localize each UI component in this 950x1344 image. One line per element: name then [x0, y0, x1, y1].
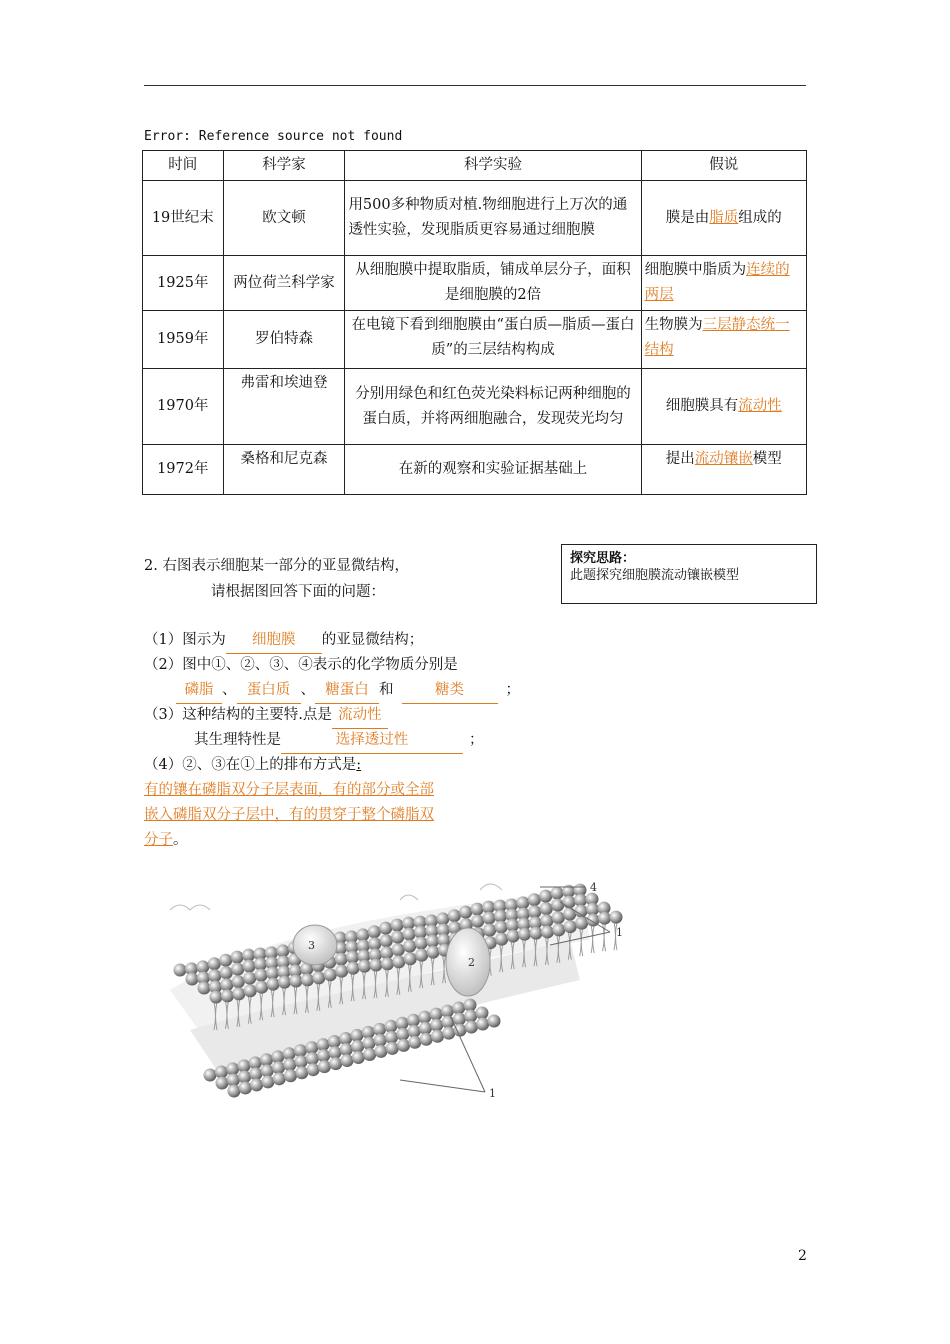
- q3b-answer: 选择透过性: [281, 728, 463, 754]
- lipid-head: [350, 1029, 363, 1042]
- q4-colon: :: [356, 757, 362, 773]
- lipid-head: [507, 930, 520, 943]
- cell-scientist: 罗伯特森: [223, 311, 345, 369]
- cell-experiment: 在新的观察和实验证据基础上: [345, 445, 641, 495]
- lipid-head: [267, 978, 280, 991]
- tip-title: 探究思路：: [570, 551, 636, 566]
- lipid-head: [312, 971, 325, 984]
- lipid-head: [380, 934, 393, 947]
- lipid-head: [610, 911, 623, 924]
- q3b-end: ；: [469, 732, 484, 748]
- lipid-head: [295, 1055, 308, 1068]
- history-table: [142, 150, 807, 495]
- lipid-head: [352, 1051, 365, 1064]
- lipid-head: [255, 981, 268, 994]
- lipid-head: [441, 1005, 454, 1018]
- lipid-head: [216, 1077, 229, 1090]
- lipid-head: [430, 1008, 443, 1021]
- lipid-head: [249, 1067, 262, 1080]
- lipid-head: [261, 1075, 274, 1088]
- cell-hypothesis: [641, 181, 806, 256]
- lipid-head: [260, 1053, 273, 1066]
- lipid-head: [231, 963, 244, 976]
- figure-label-4: 4: [590, 881, 597, 894]
- lipid-head: [564, 920, 577, 933]
- lipid-head: [351, 1040, 364, 1053]
- lipid-head: [232, 975, 245, 988]
- lipid-head: [442, 1027, 455, 1040]
- lipid-head: [329, 1057, 342, 1070]
- lipid-head: [243, 972, 256, 985]
- lipid-head: [283, 1047, 296, 1060]
- cell-experiment: 分别用绿色和红色荧光染料标记两种细胞的蛋白质，并将两细胞融合，发现荧光均匀: [345, 369, 641, 445]
- lipid-head: [448, 909, 461, 922]
- q2-end: ；: [505, 682, 520, 698]
- reference-error-text: Error: Reference source not found: [144, 129, 403, 144]
- lipid-head: [273, 1072, 286, 1085]
- lipid-head: [271, 1050, 284, 1063]
- lipid-head: [221, 989, 234, 1002]
- lipid-head: [471, 915, 484, 928]
- cell-time: 1959年: [143, 311, 224, 369]
- lipid-head: [339, 1032, 352, 1045]
- hyp-text: 组成的: [738, 209, 782, 226]
- lipid-head: [373, 1023, 386, 1036]
- lipid-head: [295, 1066, 308, 1079]
- table-row: [143, 256, 807, 311]
- lipid-head: [407, 1014, 420, 1027]
- lipid-head: [427, 946, 440, 959]
- lipid-head: [471, 903, 484, 916]
- q1-text-end: 的亚显微结构；: [321, 632, 424, 648]
- q4-end: 。: [173, 832, 188, 848]
- tip-body: 此题探究细胞膜流动镶嵌模型: [570, 568, 740, 583]
- question-2: （2）图中①、②、③、④表示的化学物质分别是: [144, 657, 458, 673]
- hyp-text: 细胞膜中脂质为: [644, 262, 747, 278]
- q2-answer-3: 糖蛋白: [315, 678, 379, 704]
- lipid-head: [340, 1043, 353, 1056]
- lipid-head: [495, 933, 508, 946]
- cell-time: 19世纪末: [143, 181, 224, 256]
- cell-scientist: 欧文顿: [223, 181, 345, 256]
- lipid-head: [198, 982, 211, 995]
- lipid-head: [272, 1061, 285, 1074]
- protein-3: [293, 925, 337, 965]
- cell-scientist: 两位荷兰科学家: [223, 256, 345, 311]
- cell-time: 1925年: [143, 256, 224, 311]
- lipid-head: [563, 896, 576, 909]
- lipid-head: [453, 1013, 466, 1026]
- lipid-head: [528, 893, 541, 906]
- lipid-head: [454, 1024, 467, 1037]
- lipid-head: [255, 969, 268, 982]
- cell-hypothesis: [641, 445, 806, 495]
- cell-hypothesis: [641, 311, 806, 369]
- lipid-head: [459, 906, 472, 919]
- lipid-head: [324, 968, 337, 981]
- hyp-answer: 流动性: [738, 398, 782, 414]
- lipid-head: [436, 912, 449, 925]
- hyp-answer: 连续的两层: [644, 262, 790, 303]
- lipid-head: [403, 940, 416, 953]
- question-4: [144, 753, 361, 778]
- lipid-head: [328, 1035, 341, 1048]
- lipid-head: [237, 1059, 250, 1072]
- lipid-head: [374, 1034, 387, 1047]
- lipid-head: [391, 919, 404, 932]
- lipid-head: [238, 1070, 251, 1083]
- lipid-head: [204, 1069, 217, 1082]
- lipid-head: [219, 954, 232, 967]
- lipid-head: [301, 973, 314, 986]
- lipid-head: [419, 1022, 432, 1035]
- question-intro-1: 2. 右图表示细胞某一部分的亚显微结构，: [144, 558, 409, 574]
- lipid-head: [384, 1020, 397, 1033]
- lipid-head: [452, 1002, 465, 1015]
- lipid-head: [408, 1036, 421, 1049]
- lipid-head: [464, 1010, 477, 1023]
- page-number: 2: [798, 1248, 807, 1264]
- lipid-head: [552, 911, 565, 924]
- cell-scientist: 桑格和尼克森: [223, 445, 345, 495]
- lipid-head: [318, 1060, 331, 1073]
- lipid-head: [404, 952, 417, 965]
- q2-answer-2: 蛋白质: [237, 678, 301, 704]
- lipid-head: [575, 905, 588, 918]
- lipid-head: [552, 923, 565, 936]
- lipid-head: [540, 914, 553, 927]
- lipid-head: [306, 1052, 319, 1065]
- lipid-head: [385, 1031, 398, 1044]
- lipid-head: [239, 1081, 252, 1094]
- lipid-head: [283, 1058, 296, 1071]
- lipid-head: [563, 908, 576, 921]
- lipid-head: [415, 949, 428, 962]
- lipid-head: [307, 1063, 320, 1076]
- lipid-head: [220, 966, 233, 979]
- q1-answer: 细胞膜: [226, 628, 322, 654]
- q3-text: （3）这种结构的主要特.点是: [144, 707, 332, 723]
- lipid-head: [380, 946, 393, 959]
- lipid-head: [228, 1085, 241, 1098]
- q4-answer-end: 分子: [144, 832, 173, 848]
- lipid-head: [186, 973, 199, 986]
- header-time: 时间: [143, 151, 224, 181]
- lipid-head: [518, 928, 531, 941]
- lipid-head: [335, 953, 348, 966]
- lipid-head: [464, 999, 477, 1012]
- lipid-head: [528, 905, 541, 918]
- figure-label-1-lower: 1: [489, 1087, 496, 1100]
- q2-and: 和: [379, 682, 394, 698]
- lipid-head: [495, 921, 508, 934]
- lipid-head: [329, 1046, 342, 1059]
- lipid-head: [551, 887, 564, 900]
- cell-hypothesis: [641, 256, 806, 311]
- hyp-text: 膜是由: [665, 209, 710, 226]
- lipid-head: [250, 1078, 263, 1091]
- lipid-head: [483, 912, 496, 925]
- lipid-head: [335, 965, 348, 978]
- question-1: [144, 628, 423, 654]
- lipid-head: [294, 1044, 307, 1057]
- lipid-head: [210, 991, 223, 1004]
- lipid-head: [420, 1033, 433, 1046]
- lipid-head: [249, 1056, 262, 1069]
- lipid-head: [232, 987, 245, 1000]
- lipid-head: [541, 925, 554, 938]
- question-intro-2: 请根据图回答下面的问题：: [211, 584, 385, 600]
- lipid-head: [261, 1064, 274, 1077]
- lipid-head: [392, 943, 405, 956]
- lipid-head: [317, 1049, 330, 1062]
- lipid-head: [174, 964, 187, 977]
- hyp-answer: 流动镶嵌: [694, 451, 753, 467]
- figure-label-3: 3: [308, 939, 315, 952]
- lipid-head: [418, 1011, 431, 1024]
- lipid-head: [431, 1030, 444, 1043]
- lipid-head: [374, 1045, 387, 1058]
- lipid-head: [551, 899, 564, 912]
- q4-text: （4）②、③在①上的排布方式是: [144, 757, 357, 773]
- membrane-diagram: [150, 870, 650, 1120]
- lipid-head: [278, 976, 291, 989]
- lipid-head: [415, 937, 428, 950]
- lipid-head: [368, 925, 381, 938]
- hyp-answer: 三层静态统一结构: [644, 317, 790, 358]
- glycocalyx: [170, 884, 502, 910]
- lipid-head: [317, 1038, 330, 1051]
- lipid-head: [403, 928, 416, 941]
- table-header-row: [143, 151, 807, 181]
- lipid-head: [305, 1041, 318, 1054]
- hyp-text: 模型: [752, 451, 782, 467]
- lipid-head: [396, 1028, 409, 1041]
- cell-experiment: 用500多种物质对植.物细胞进行上万次的通透性实验，发现脂质更容易通过细胞膜: [345, 181, 641, 256]
- table-row: [143, 369, 807, 445]
- hyp-text: 细胞膜具有: [665, 398, 739, 414]
- lipid-head: [598, 912, 611, 925]
- lipid-head: [362, 1037, 375, 1050]
- hyp-answer: 脂质: [709, 209, 739, 226]
- q4-answer-line-2: 嵌入磷脂双分子层中，有的贯穿于整个磷脂双: [144, 807, 434, 823]
- hyp-text: 生物膜为: [644, 317, 703, 333]
- hyp-text: 提出: [665, 451, 695, 467]
- lipid-head: [347, 962, 360, 975]
- lipid-head: [397, 1039, 410, 1052]
- table-row: [143, 181, 807, 256]
- lipid-head: [530, 927, 543, 940]
- lipid-head: [284, 1069, 297, 1082]
- lipid-head: [381, 957, 394, 970]
- lipid-head: [465, 1021, 478, 1034]
- question-2-answers: [176, 678, 520, 704]
- lipid-head: [379, 922, 392, 935]
- lipid-head: [208, 957, 221, 970]
- cell-experiment: 在电镜下看到细胞膜由“蛋白质—脂质—蛋白质”的三层结构构成: [345, 311, 641, 369]
- tip-box: [561, 544, 817, 604]
- lipid-head: [476, 1007, 489, 1020]
- lipid-head: [540, 902, 553, 915]
- question-3: [144, 703, 388, 729]
- table-row: [143, 445, 807, 495]
- lipid-head: [392, 955, 405, 968]
- lipid-head: [575, 917, 588, 930]
- cell-scientist: 弗雷和埃迪登: [223, 369, 345, 445]
- lipid-head: [476, 1018, 489, 1031]
- lipid-head: [358, 960, 371, 973]
- q1-text: （1）图示为: [144, 632, 226, 648]
- q3-answer: 流动性: [332, 703, 388, 729]
- figure-label-2: 2: [468, 956, 475, 969]
- separator: 、: [222, 682, 237, 698]
- cell-experiment: 从细胞膜中提取脂质，铺成单层分子，面积是细胞膜的2倍: [345, 256, 641, 311]
- lipid-head: [226, 1062, 239, 1075]
- header-scientist: 科学家: [223, 151, 345, 181]
- figure-label-1: 1: [616, 926, 623, 939]
- lipid-head: [362, 1026, 375, 1039]
- separator: 、: [300, 682, 315, 698]
- lipid-head: [408, 1025, 421, 1038]
- question-3b: [194, 728, 484, 754]
- lipid-head: [370, 959, 383, 972]
- lipid-head: [215, 1065, 228, 1078]
- lipid-head: [368, 937, 381, 950]
- lipid-head: [396, 1017, 409, 1030]
- lipid-head: [516, 896, 529, 909]
- cell-time: 1970年: [143, 369, 224, 445]
- lipid-head: [363, 1048, 376, 1061]
- lipid-head: [391, 931, 404, 944]
- lipid-head: [244, 984, 257, 997]
- header-experiment: 科学实验: [345, 151, 641, 181]
- lipid-head: [488, 1015, 501, 1028]
- cell-time: 1972年: [143, 445, 224, 495]
- table-row: [143, 311, 807, 369]
- lipid-tail: [591, 925, 594, 953]
- q4-answer-line-1: 有的镶在磷脂双分子层表面，有的部分或全部: [144, 782, 434, 798]
- lipid-head: [290, 975, 303, 988]
- header-hypothesis: 假说: [641, 151, 806, 181]
- leader-line-1d: [400, 1080, 485, 1092]
- cell-hypothesis: [641, 369, 806, 445]
- q4-answer-line-3: [144, 828, 188, 853]
- lipid-head: [341, 1054, 354, 1067]
- lipid-head: [483, 924, 496, 937]
- q2-answer-4: 糖类: [402, 678, 498, 704]
- lipid-head: [231, 951, 244, 964]
- lipid-head: [430, 1019, 443, 1032]
- lipid-head: [356, 928, 369, 941]
- lipid-head: [386, 1042, 399, 1055]
- lipid-head: [227, 1073, 240, 1086]
- lipid-head: [442, 1016, 455, 1029]
- header-rule: [144, 85, 806, 86]
- lipid-head: [539, 890, 552, 903]
- q3b-text: 其生理特性是: [194, 732, 281, 748]
- q2-answer-1: 磷脂: [176, 678, 222, 704]
- lipid-head: [243, 960, 256, 973]
